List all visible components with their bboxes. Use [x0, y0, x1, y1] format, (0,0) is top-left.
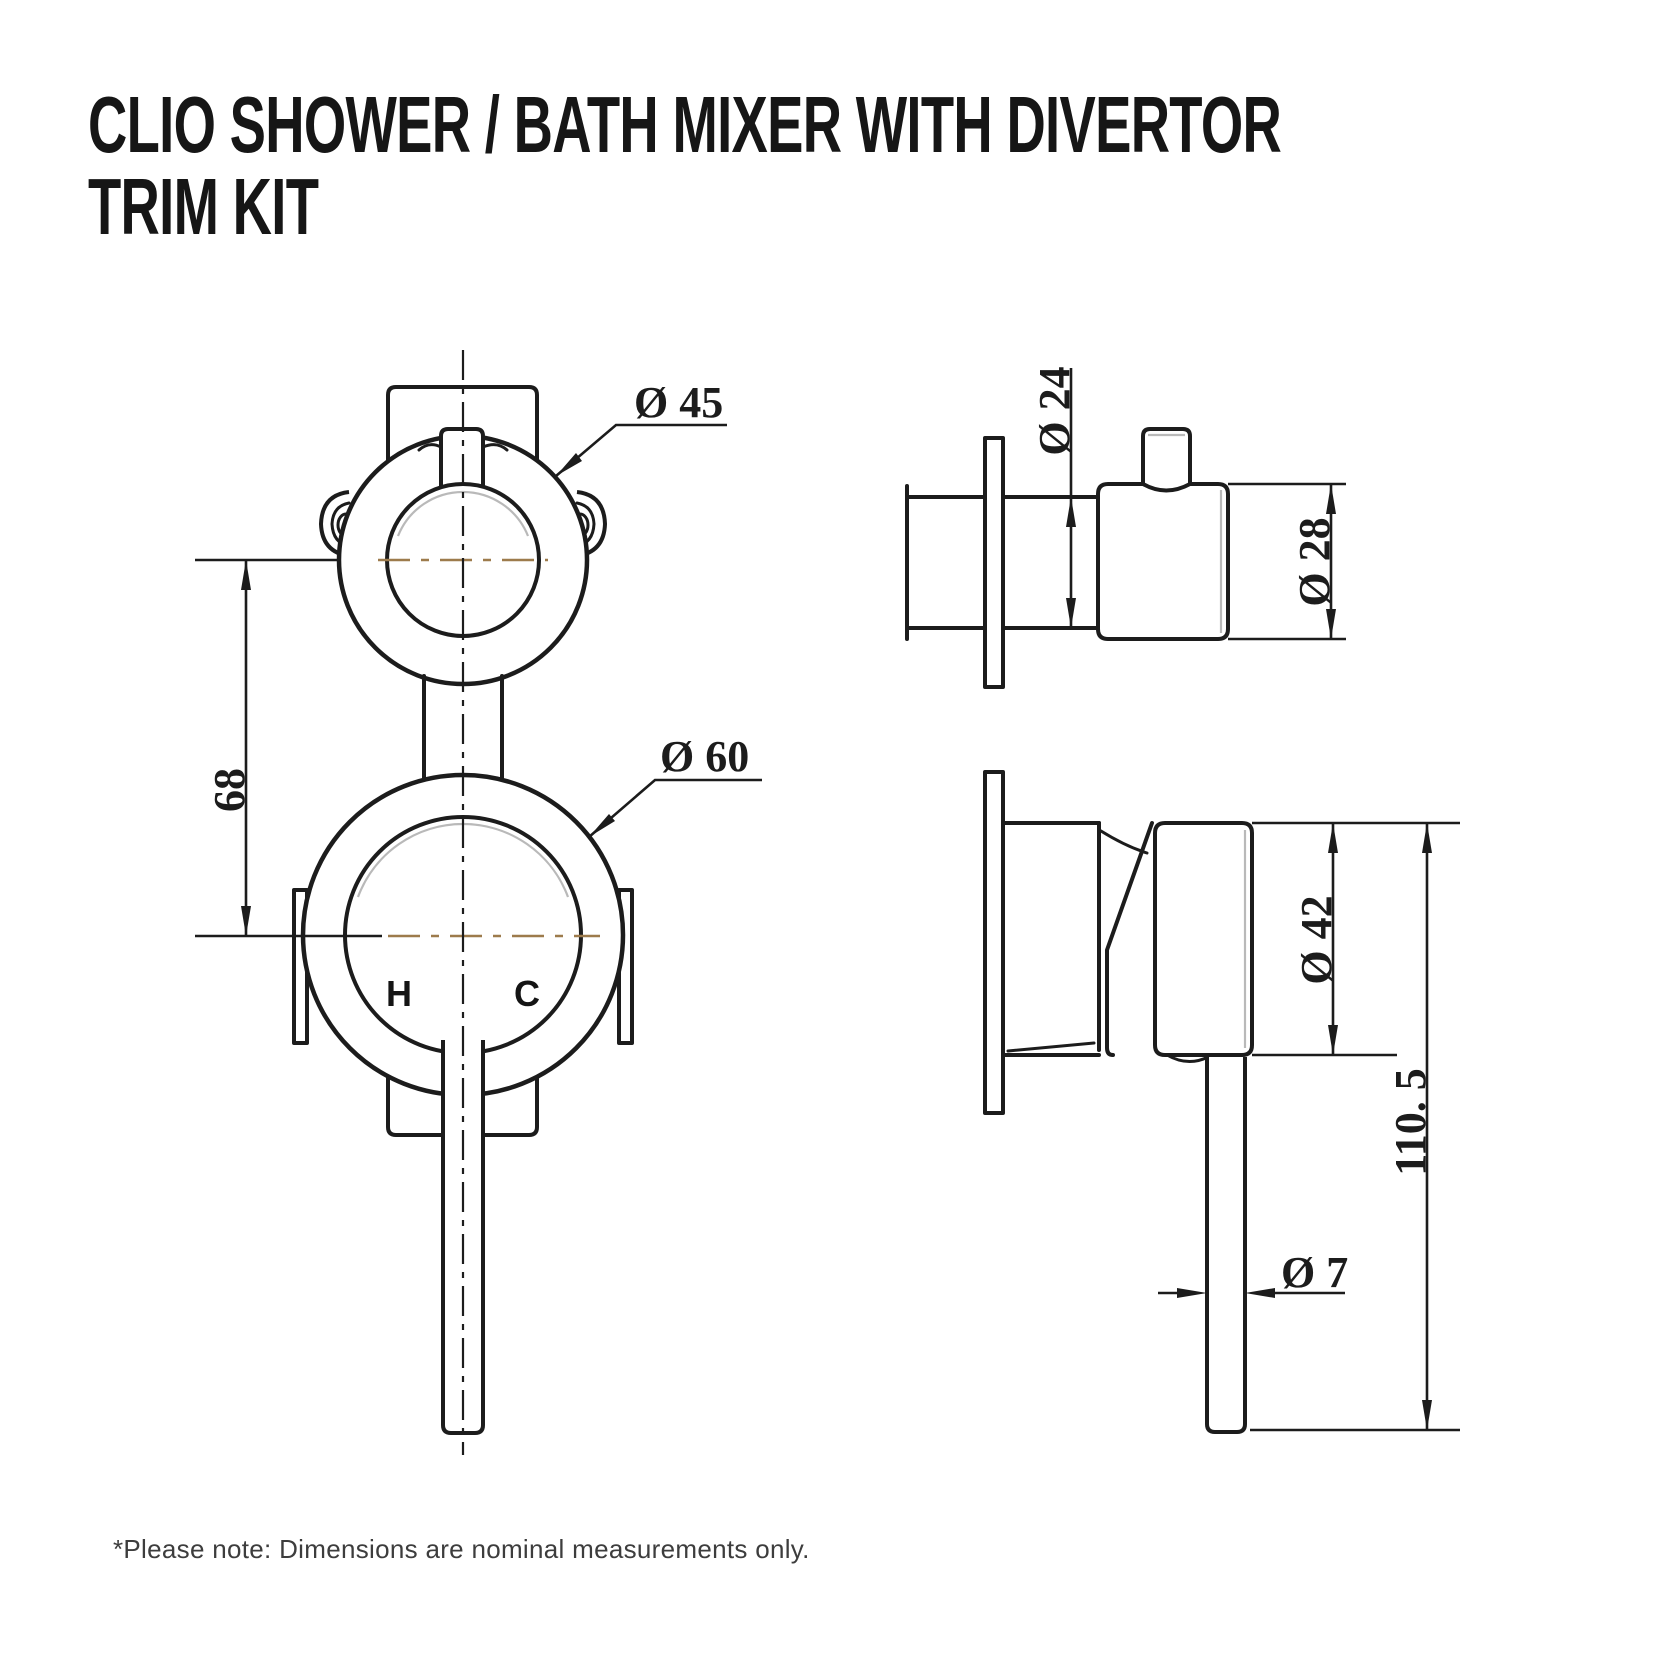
hot-label: H — [386, 973, 412, 1014]
dim-label-24: Ø 24 — [1030, 366, 1079, 456]
wall-plate-bottom — [985, 772, 1003, 1113]
footnote: *Please note: Dimensions are nominal measurements only. — [113, 1534, 810, 1564]
front-view — [195, 350, 762, 1455]
dim-bottom-trim-diameter — [589, 732, 762, 837]
bottom-side-view — [985, 772, 1460, 1432]
side-lever-handle — [1207, 1057, 1245, 1432]
escutcheon-cone — [1003, 823, 1099, 1055]
dim-top-trim-diameter — [556, 378, 727, 476]
dim-label-7: Ø 7 — [1281, 1248, 1349, 1297]
dim-label-45: Ø 45 — [634, 378, 724, 427]
handle-base-cap — [1155, 823, 1252, 1055]
lever-sleeve — [1107, 823, 1152, 1055]
pivot-dome-arc — [1101, 831, 1147, 853]
dim-lever-diameter — [1158, 1248, 1348, 1298]
dim-label-68: 68 — [205, 768, 254, 812]
dim-divertor-body-diameter — [1228, 484, 1346, 639]
wall-plate-top — [985, 438, 1003, 687]
dim-mixer-body-diameter — [1252, 823, 1460, 1055]
drawing-title-line1: CLIO SHOWER / BATH MIXER WITH DIVERTOR — [88, 80, 1282, 169]
drawing-title-line2: TRIM KIT — [88, 161, 319, 251]
dim-label-60: Ø 60 — [660, 732, 750, 781]
dim-label-42: Ø 42 — [1292, 895, 1341, 985]
dim-overall-depth — [1250, 823, 1460, 1430]
cold-label: C — [514, 973, 540, 1014]
top-side-view — [907, 366, 1346, 687]
dim-label-110-5: 110. 5 — [1386, 1068, 1435, 1176]
dim-label-28: Ø 28 — [1290, 517, 1339, 607]
divertor-body — [1098, 484, 1228, 639]
